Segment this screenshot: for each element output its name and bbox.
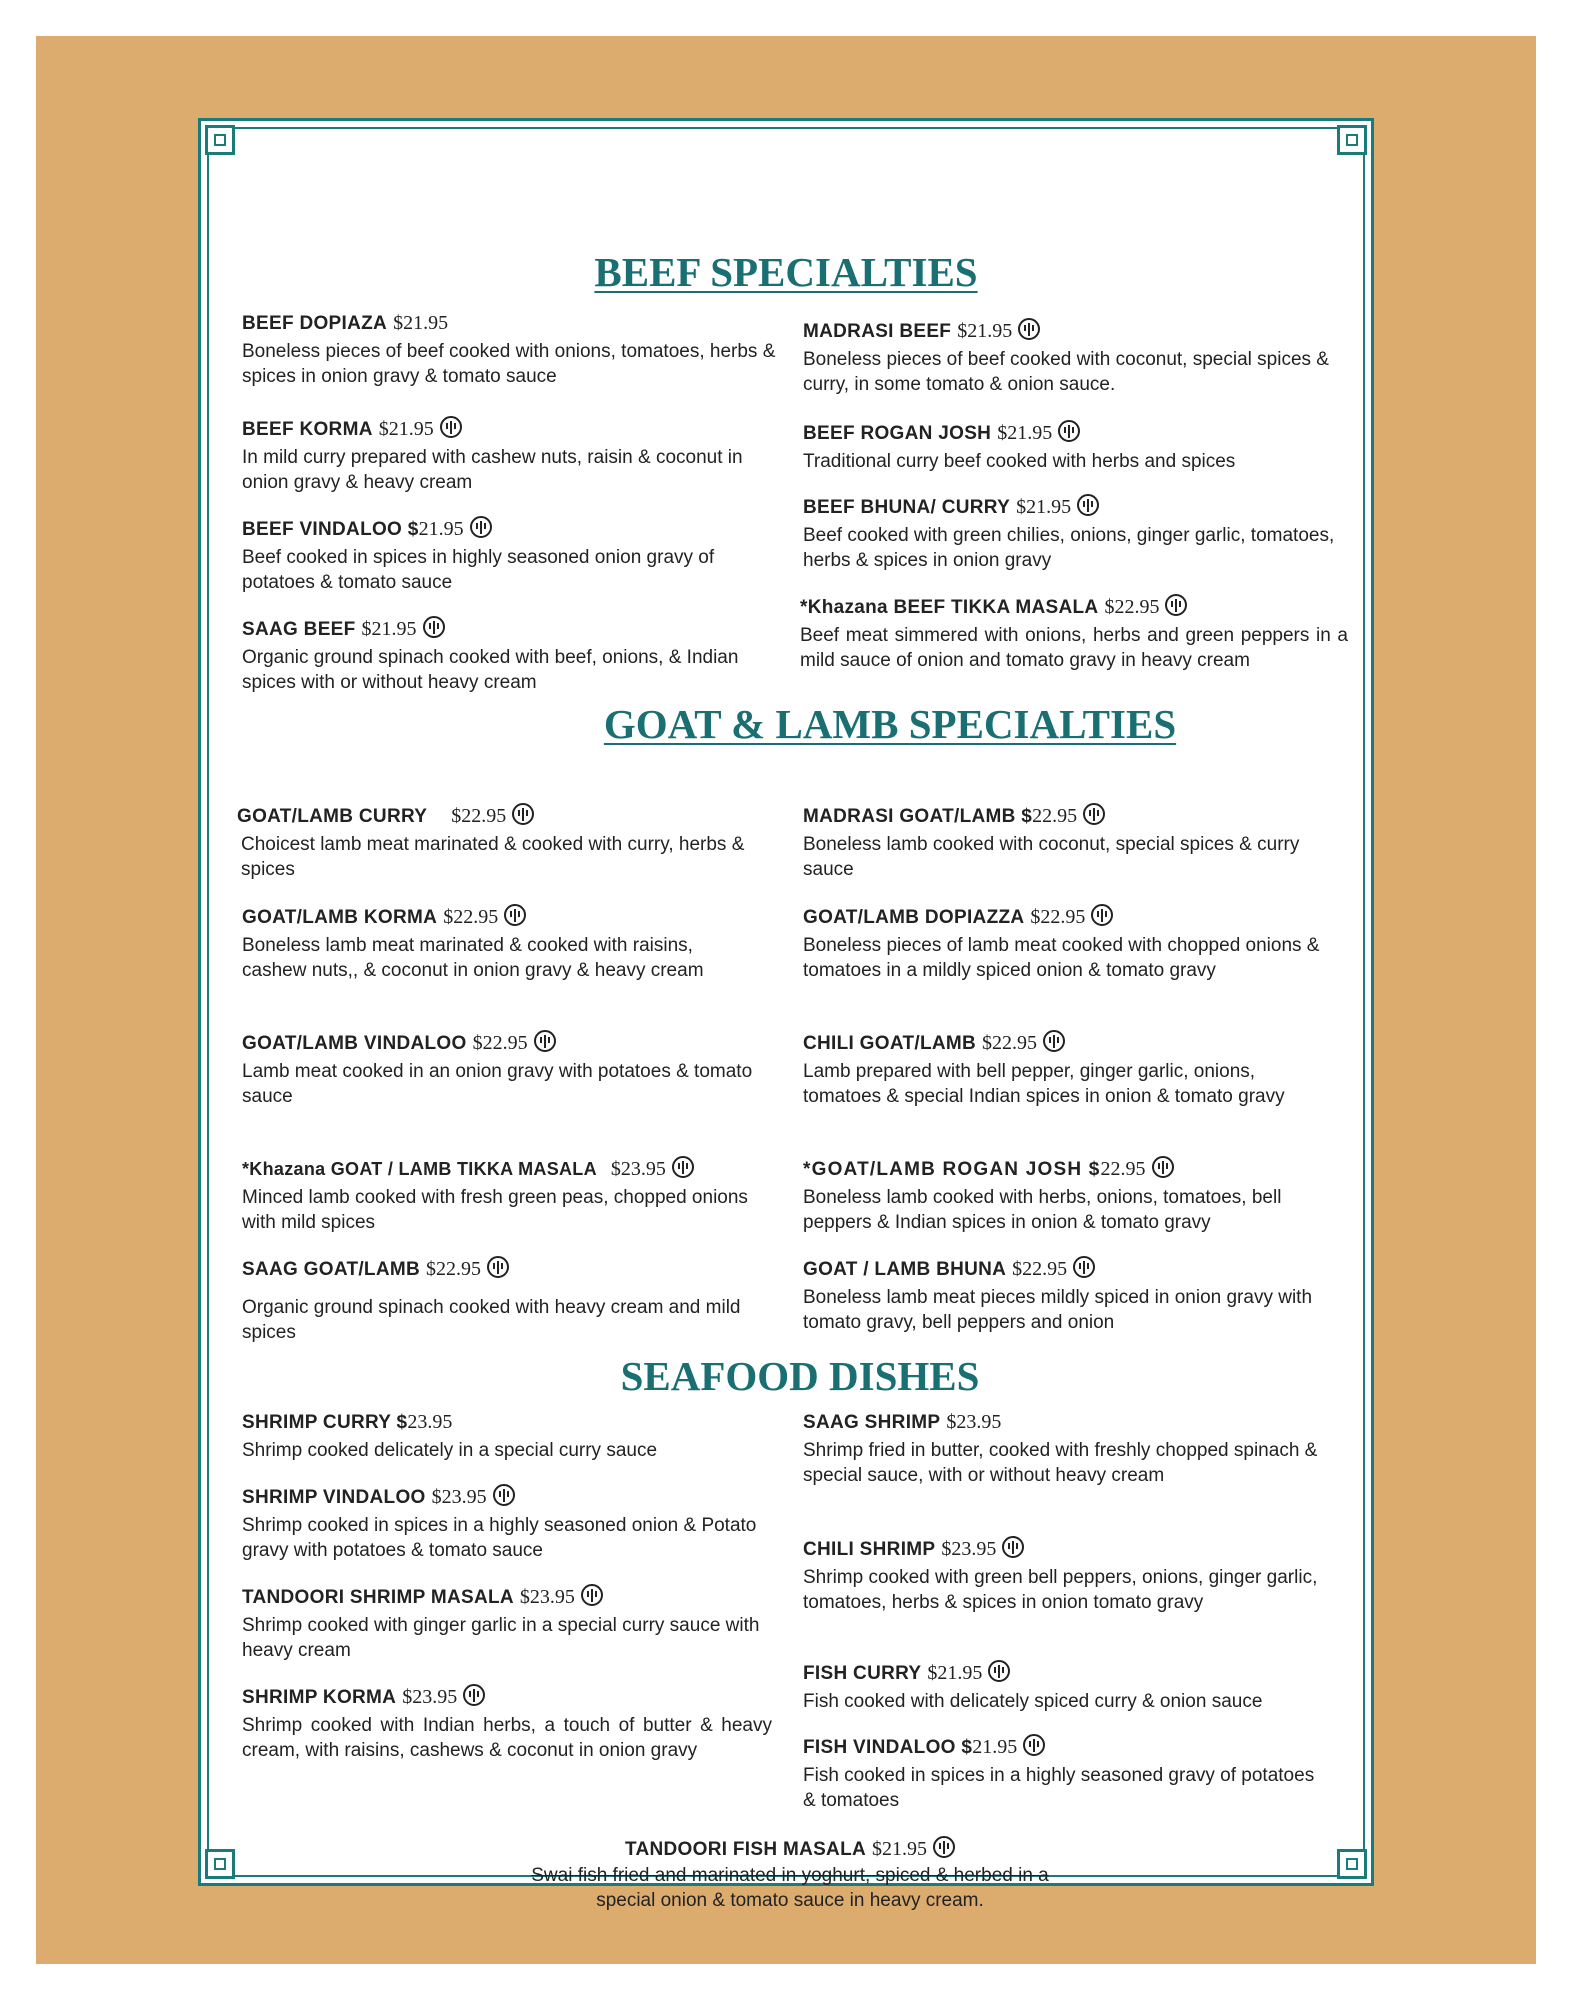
menu-item: CHILI SHRIMP $23.95 Shrimp cooked with green bell peppers, onions, ginger garlic, tomatoes, herbs & spices in onion tomato gravy [803, 1538, 1318, 1613]
menu-item: SAAG GOAT/LAMB $22.95 Organic ground spinach cooked with heavy cream and mild spices [242, 1258, 741, 1343]
gluten-free-icon [1083, 803, 1105, 825]
gluten-free-icon [1165, 594, 1187, 616]
menu-item: *Khazana GOAT / LAMB TIKKA MASALA $23.95 Minced lamb cooked with fresh green peas, chopped onions with mild spices [242, 1158, 748, 1233]
gluten-free-icon [1023, 1734, 1045, 1756]
gluten-free-icon [512, 803, 534, 825]
menu-item: TANDOORI SHRIMP MASALA $23.95 Shrimp cooked with ginger garlic in a special curry sauce with heavy cream [242, 1586, 760, 1661]
gluten-free-icon [672, 1156, 694, 1178]
menu-item: SAAG BEEF $21.95 Organic ground spinach cooked with beef, onions, & Indian spices with or without heavy cream [242, 618, 739, 693]
gluten-free-icon [534, 1030, 556, 1052]
gluten-free-icon [487, 1256, 509, 1278]
gluten-free-icon [581, 1584, 603, 1606]
gluten-free-icon [1058, 420, 1080, 442]
menu-item: MADRASI BEEF $21.95 Boneless pieces of beef cooked with coconut, special spices & curry, in some tomato & onion sauce. [803, 320, 1329, 395]
menu-item: *GOAT/LAMB ROGAN JOSH $22.95 Boneless lamb cooked with herbs, onions, tomatoes, bell peppers & Indian spices in onion & tomato gravy [803, 1158, 1282, 1233]
gluten-free-icon [470, 516, 492, 538]
menu-item: BEEF DOPIAZA $21.95 Boneless pieces of beef cooked with onions, tomatoes, herbs & spices in onion gravy & tomato sauce [242, 312, 776, 387]
menu-item: FISH CURRY $21.95 Fish cooked with delicately spiced curry & onion sauce [803, 1662, 1263, 1712]
gluten-free-icon [1043, 1030, 1065, 1052]
gluten-free-icon [933, 1836, 955, 1858]
menu-item: FISH VINDALOO $21.95 Fish cooked in spices in a highly seasoned gravy of potatoes & tomatoes [803, 1736, 1315, 1811]
seafood-heading: SEAFOOD DISHES [620, 1353, 980, 1399]
gluten-free-icon [1002, 1536, 1024, 1558]
gluten-free-icon [504, 904, 526, 926]
gluten-free-icon [1091, 904, 1113, 926]
corner-ornament-top-right [1337, 125, 1367, 155]
corner-ornament-bottom-right [1337, 1849, 1367, 1879]
gluten-free-icon [493, 1484, 515, 1506]
menu-item: SHRIMP VINDALOO $23.95 Shrimp cooked in spices in a highly seasoned onion & Potato gravy with potatoes & tomato sauce [242, 1486, 757, 1561]
menu-item: MADRASI GOAT/LAMB $22.95 Boneless lamb cooked with coconut, special spices & curry sauce [803, 805, 1300, 880]
gluten-free-icon [440, 416, 462, 438]
menu-item: GOAT/LAMB KORMA $22.95 Boneless lamb meat marinated & cooked with raisins, cashew nuts,, & coconut in onion gravy & heavy cream [242, 906, 704, 981]
menu-item: BEEF VINDALOO $21.95 Beef cooked in spices in highly seasoned onion gravy of potatoes & tomato sauce [242, 518, 715, 593]
menu-item: BEEF BHUNA/ CURRY $21.95 Beef cooked with green chilies, onions, ginger garlic, tomatoes, herbs & spices in onion gravy [803, 496, 1335, 571]
menu-item: BEEF KORMA $21.95 In mild curry prepared with cashew nuts, raisin & coconut in onion gravy & heavy cream [242, 418, 743, 493]
corner-ornament-bottom-left [205, 1849, 235, 1879]
menu-item: SHRIMP CURRY $23.95 Shrimp cooked delicately in a special curry sauce [242, 1411, 658, 1461]
menu-item: SHRIMP KORMA $23.95 Shrimp cooked with Indian herbs, a touch of butter & heavy cream, with raisins, cashews & coconut in onion gravy [242, 1686, 772, 1761]
menu-item: GOAT / LAMB BHUNA $22.95 Boneless lamb meat pieces mildly spiced in onion gravy with tomato gravy, bell peppers and onion [803, 1258, 1313, 1333]
menu-item: *Khazana BEEF TIKKA MASALA $22.95 Beef meat simmered with onions, herbs and green peppers in a mild sauce of onion and tomato gravy in heavy cream [800, 596, 1348, 671]
goat-lamb-heading: GOAT & LAMB SPECIALTIES [603, 701, 1177, 747]
menu-item: BEEF ROGAN JOSH $21.95 Traditional curry beef cooked with herbs and spices [803, 422, 1236, 472]
menu-item: GOAT/LAMB DOPIAZZA $22.95 Boneless pieces of lamb meat cooked with chopped onions & tomatoes in a mildly spiced onion & tomato gravy [803, 906, 1320, 981]
menu-item: GOAT/LAMB CURRY $22.95 Choicest lamb meat marinated & cooked with curry, herbs & spices [237, 805, 745, 880]
menu-item: CHILI GOAT/LAMB $22.95 Lamb prepared with bell pepper, ginger garlic, onions, tomatoes & special Indian spices in onion & tomato gravy [803, 1032, 1285, 1107]
gluten-free-icon [1077, 494, 1099, 516]
gluten-free-icon [423, 616, 445, 638]
gluten-free-icon [988, 1660, 1010, 1682]
menu-item: SAAG SHRIMP $23.95 Shrimp fried in butter, cooked with freshly chopped spinach & special sauce, with or without heavy cream [803, 1411, 1318, 1486]
gluten-free-icon [463, 1684, 485, 1706]
corner-ornament-top-left [205, 125, 235, 155]
gluten-free-icon [1073, 1256, 1095, 1278]
menu-item: TANDOORI FISH MASALA $21.95 Swai fish fried and marinated in yoghurt, spiced & herbed in a special onion & tomato sauce in heavy cream. [531, 1838, 1049, 1911]
gluten-free-icon [1018, 318, 1040, 340]
gluten-free-icon [1152, 1156, 1174, 1178]
menu-item: GOAT/LAMB VINDALOO $22.95 Lamb meat cooked in an onion gravy with potatoes & tomato sauce [242, 1032, 753, 1107]
beef-heading: BEEF SPECIALTIES [594, 249, 978, 295]
